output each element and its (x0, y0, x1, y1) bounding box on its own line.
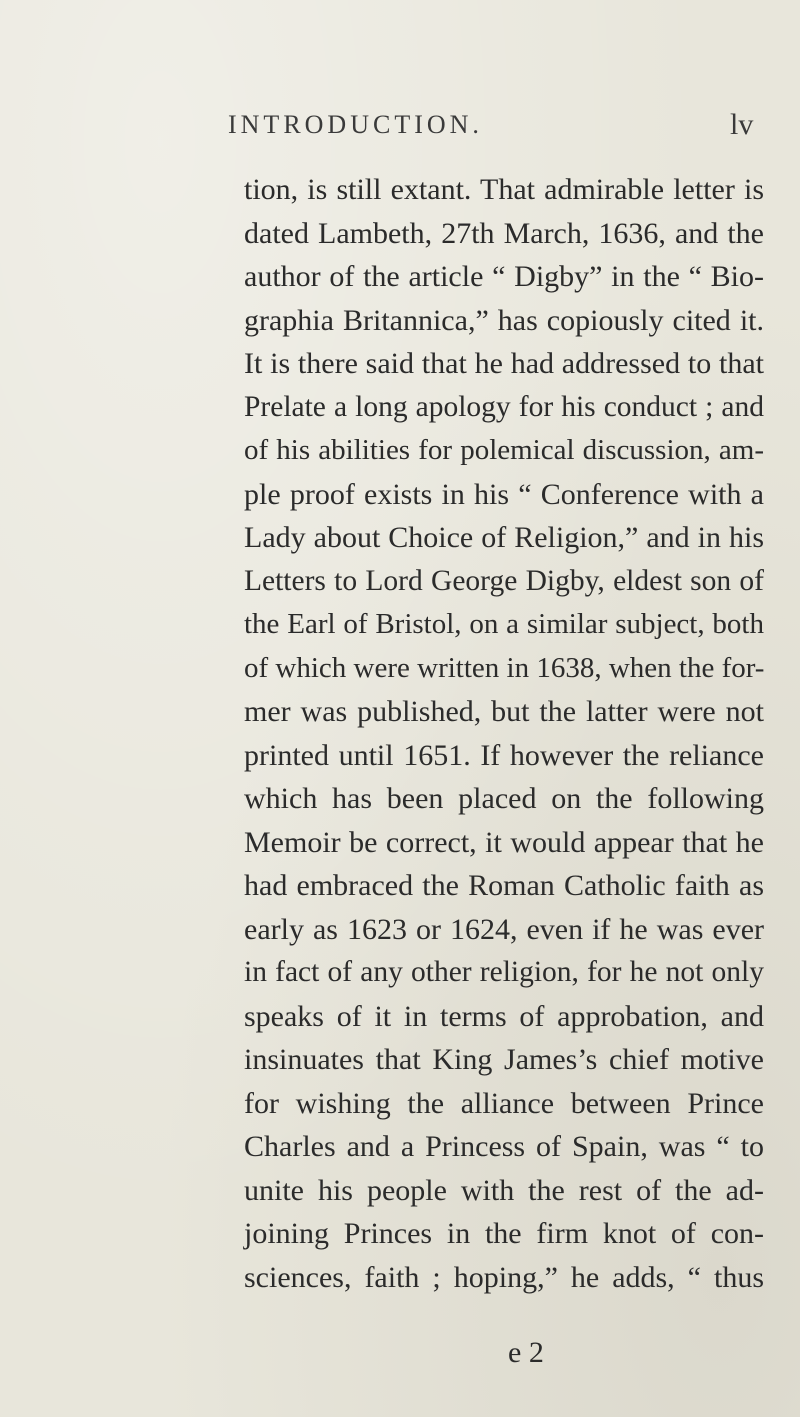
text-line: of his abilities for polemical discussion, am- (244, 434, 764, 466)
text-line: insinuates that King James’s chief motive (244, 1043, 764, 1076)
text-line: which has been placed on the following (244, 782, 764, 815)
page-number: lv (730, 108, 754, 141)
text-line: unite his people with the rest of the ad- (244, 1173, 764, 1207)
text-line: graphia Britannica,” has copiously cited it. (244, 303, 764, 337)
text-line: for wishing the alliance between Prince (244, 1086, 764, 1120)
signature-mark: e 2 (508, 1336, 544, 1369)
text-line: joining Princes in the firm knot of con- (244, 1217, 764, 1250)
text-line: It is there said that he had addressed to that (244, 347, 764, 380)
text-line: the Earl of Bristol, on a similar subject, both (244, 608, 764, 640)
text-line: tion, is still extant. That admirable letter is (244, 173, 764, 206)
running-head (0, 110, 800, 150)
text-line: printed until 1651. If however the reliance (244, 738, 764, 772)
text-line: Prelate a long apology for his conduct ; and (244, 390, 764, 423)
text-line: sciences, faith ; hoping,” he adds, “ thus (244, 1260, 764, 1294)
running-title: INTRODUCTION. (228, 110, 483, 139)
text-line: dated Lambeth, 27th March, 1636, and the (244, 216, 764, 250)
body-text (244, 168, 764, 1299)
text-line: author of the article “ Digby” in the “ Bio- (244, 260, 764, 293)
text-line: early as 1623 or 1624, even if he was ever (244, 912, 764, 946)
text-line: of which were written in 1638, when the for- (244, 651, 765, 684)
text-line: Lady about Choice of Religion,” and in his (244, 521, 764, 554)
text-line: in fact of any other religion, for he not only (244, 956, 764, 988)
text-line: Memoir be correct, it would appear that he (244, 825, 764, 859)
text-line: speaks of it in terms of approbation, and (244, 999, 764, 1033)
text-line: Charles and a Princess of Spain, was “ to (244, 1130, 764, 1163)
text-line: Letters to Lord George Digby, eldest son of (244, 564, 764, 597)
text-line: mer was published, but the latter were not (244, 695, 764, 728)
text-line: ple proof exists in his “ Conference with a (244, 477, 764, 511)
text-line: had embraced the Roman Catholic faith as (244, 869, 764, 902)
